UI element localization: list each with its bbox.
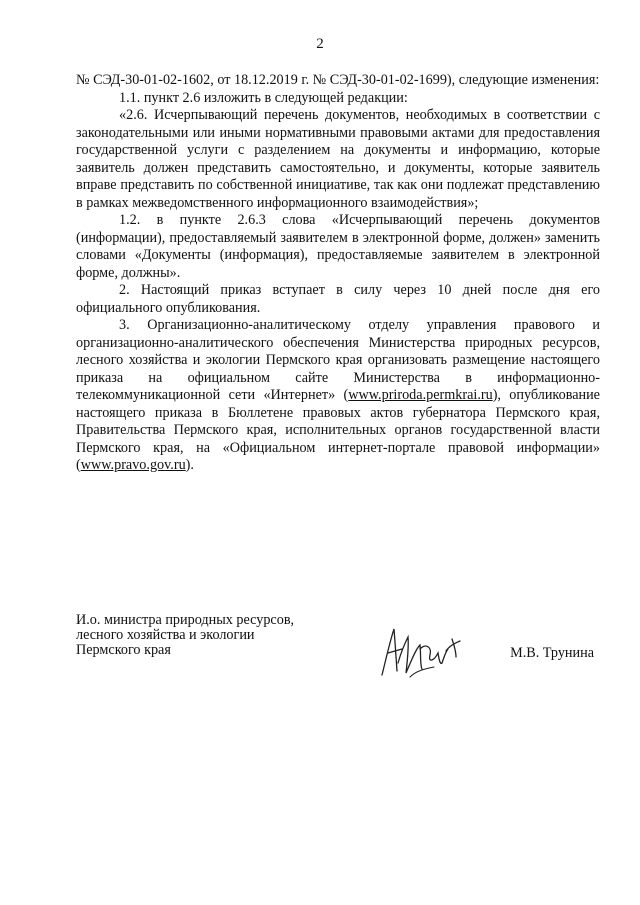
intro-paragraph: № СЭД-30-01-02-1602, от 18.12.2019 г. № СЭД-30-01-02-1699), следующие изменения: — [76, 72, 600, 88]
signature-block — [76, 613, 600, 693]
signatory-title-line-2: лесного хозяйства и экологии — [76, 627, 255, 643]
paragraph-3 — [76, 317, 600, 475]
paragraph-2-6: «2.6. Исчерпывающий перечень документов, необходимых в соответствии с законодательными или иными нормативными правовыми актами для предоставления государственной услуги с разделением на документы и информацию, которые заявитель должен представить самостоятельно, и документы, которые заявитель вправе представить по собственной инициативе, так как они подлежат представлению в рамках межведомственного информационного взаимодействия»; — [76, 107, 600, 211]
paragraph-3-text-c: ). — [185, 457, 194, 473]
paragraph-2: 2. Настоящий приказ вступает в силу через 10 дней после дня его официального опубликования. — [76, 282, 600, 316]
page-number: 2 — [316, 36, 324, 52]
pravo-link[interactable]: www.pravo.gov.ru — [80, 457, 186, 473]
paragraph-3-text-a: 3. Организационно-аналитическому отделу управления правового и организационно-аналитического обеспечения Министерства природных ресурсов, лесного хозяйства и экологии Пермского края организовать размещение настоящего приказа на официальном сайте Министерства в информационно-телекоммуникационной сети «Интернет» ( — [76, 317, 600, 403]
paragraph-1-2: 1.2. в пункте 2.6.3 слова «Исчерпывающий перечень документов (информации), предоставляемый заявителем в электронной форме, должен» заменить словами «Документы (информация), предоставляемые заявителем в электронной форме, должны». — [76, 212, 600, 281]
paragraph-1-1: 1.1. пункт 2.6 изложить в следующей редакции: — [119, 89, 408, 106]
signatory-name: М.В. Трунина — [510, 645, 594, 661]
document-body — [76, 72, 600, 475]
paragraph-3-text-b: ), опубликование настоящего приказа в Бюллетене правовых актов губернатора Пермского края, Правительства Пермского края, исполнительных органов государственной власти Пермского края, на «Официальном интернет-портале правовой информации» ( — [76, 387, 600, 473]
signatory-title-line-1: И.о. министра природных ресурсов, — [76, 612, 295, 628]
priroda-link[interactable]: www.priroda.permkrai.ru — [348, 387, 493, 403]
handwritten-signature — [376, 619, 466, 683]
signatory-title-line-3: Пермского края — [76, 642, 171, 658]
signatory-title — [76, 613, 294, 658]
